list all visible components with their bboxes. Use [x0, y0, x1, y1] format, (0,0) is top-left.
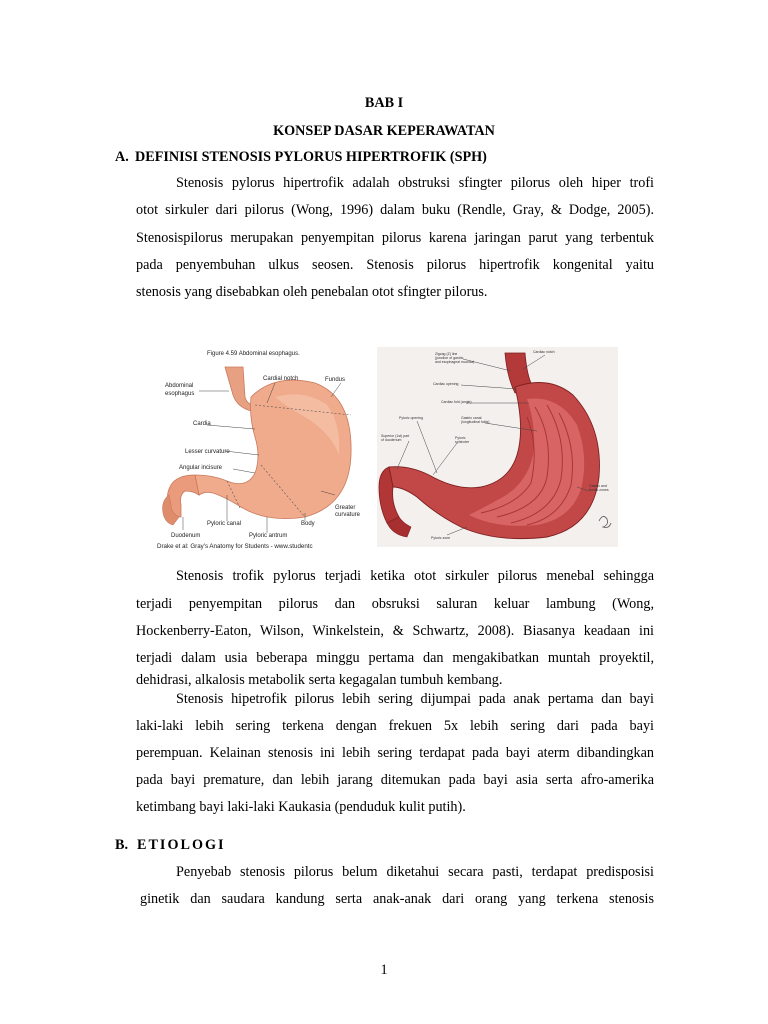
chapter-title: KONSEP DASAR KEPERAWATAN — [273, 123, 495, 139]
label-pyloric-zone: Pyloric zone — [431, 536, 451, 540]
paragraph-line: ginetik dan saudara kandung serta anak-anak dari orang yang terkena stenosis — [140, 891, 654, 907]
label-cardial-notch: Cardial notch — [263, 376, 299, 382]
section-a-title: DEFINISI STENOSIS PYLORUS HIPERTROFIK (SPH) — [135, 149, 487, 165]
label-gastric-canal: Gastric canal — [461, 416, 482, 420]
label-z-line: Zigzag (Z) line — [435, 352, 458, 356]
label-body: Body — [301, 521, 315, 527]
figure-caption: Figure 4.59 Abdominal esophagus. — [207, 351, 300, 357]
label-pyloric-opening: Pyloric opening — [399, 416, 423, 420]
figure-credit: Drake et al: Gray's Anatomy for Students - www.studentc — [157, 543, 313, 550]
paragraph-line: pada bayi premature, dan lebih jarang ditemukan pada bayi asia serta afro-amerika — [136, 772, 654, 788]
paragraph-line: Stenosis pylorus hipertrofik adalah obstruksi sfingter pilorus oleh hiper trofi — [176, 175, 654, 191]
page-number: 1 — [380, 962, 388, 978]
section-a-label: A. — [115, 149, 129, 165]
chapter-heading: BAB I — [364, 95, 404, 111]
label-fundic-zones: fundic zones — [589, 488, 609, 492]
paragraph-line: terjadi dalam usia beberapa minggu pertama dan mengakibatkan muntah proyektil, — [136, 650, 654, 666]
paragraph-line: pada penyembuhan ulkus seosen. Stenosis pilorus hipertrofik kongenital yaitu — [136, 257, 654, 273]
label-greater: Greater — [335, 505, 356, 511]
paragraph-line: perempuan. Kelainan stenosis ini lebih sering terdapat pada bayi aterm dibandingkan — [136, 745, 654, 761]
stomach-interior-illustration — [377, 347, 618, 547]
paragraph-line: laki-laki lebih sering terkena dengan frekuen 5x lebih sering dari pada bayi — [136, 718, 654, 734]
label-angular-incisure: Angular incisure — [179, 465, 223, 471]
paragraph-line: dehidrasi, alkalosis metabolik serta kegagalan tumbuh kembang. — [136, 672, 503, 688]
paragraph-line: Stenosis trofik pylorus terjadi ketika otot sirkuler pilorus menebal sehingga — [176, 568, 654, 584]
label-pyloric-canal: Pyloric canal — [207, 521, 242, 527]
label-pyloric: Pyloric — [455, 436, 466, 440]
label-sphincter: sphincter — [455, 440, 470, 444]
paragraph-line: Hockenberry-Eaton, Wilson, Winkelstein, & Schwartz, 2008). Biasanya keadaan ini — [136, 623, 654, 639]
label-cardia: Cardia — [193, 421, 211, 427]
label-cardiac-notch: Cardiac notch — [533, 350, 555, 354]
label-fundus: Fundus — [325, 377, 346, 383]
paragraph-line: otot sirkuler dari pilorus (Wong, 1996) dalam buku (Rendle, Gray, & Dodge, 2005). — [136, 202, 654, 218]
section-b-label: B. — [115, 837, 129, 853]
paragraph-line: Stenosispilorus merupakan penyempitan pilorus karena jaringan parut yang terbentuk — [136, 230, 654, 246]
label-of-duodenum: of duodenum — [381, 438, 402, 442]
label-esophagus: esophagus — [165, 391, 195, 397]
label-cardiac-fold: Cardiac fold (angle) — [441, 400, 472, 404]
label-duodenum: Duodenum — [171, 533, 201, 539]
label-gastric-zones: Gastric and — [589, 484, 607, 488]
paragraph-line: Stenosis hipetrofik pilorus lebih sering dijumpai pada anak pertama dan bayi — [176, 691, 654, 707]
label-abdominal: Abdominal — [165, 383, 194, 389]
label-superior-part: Superior (1st) part — [381, 434, 410, 438]
paragraph-line: Penyebab stenosis pilorus belum diketahui secara pasti, terdapat predisposisi — [176, 864, 654, 880]
label-lesser-curvature: Lesser curvature — [185, 449, 230, 455]
section-b-title: ETIOLOGI — [137, 837, 226, 853]
paragraph-line: ketimbang bayi laki-laki Kaukasia (penduduk kulit putih). — [136, 799, 466, 815]
label-curvature: curvature — [335, 512, 361, 518]
paragraph-line: terjadi penyempitan pilorus dan obsruksi saluran keluar lambung (Wong, — [136, 596, 654, 612]
stomach-anatomy-diagram — [155, 345, 367, 550]
label-pyloric-antrum: Pyloric antrum — [249, 533, 288, 539]
label-cardiac-opening: Cardiac opening — [433, 382, 459, 386]
label-longitudinal-folds: (longitudinal folds) — [461, 420, 490, 424]
label-mucosa: and esophageal mucosa) — [435, 360, 475, 364]
label-junction: (junction of gastric — [435, 356, 464, 360]
paragraph-line: stenosis yang disebabkan oleh penebalan otot sfingter pilorus. — [136, 284, 488, 300]
